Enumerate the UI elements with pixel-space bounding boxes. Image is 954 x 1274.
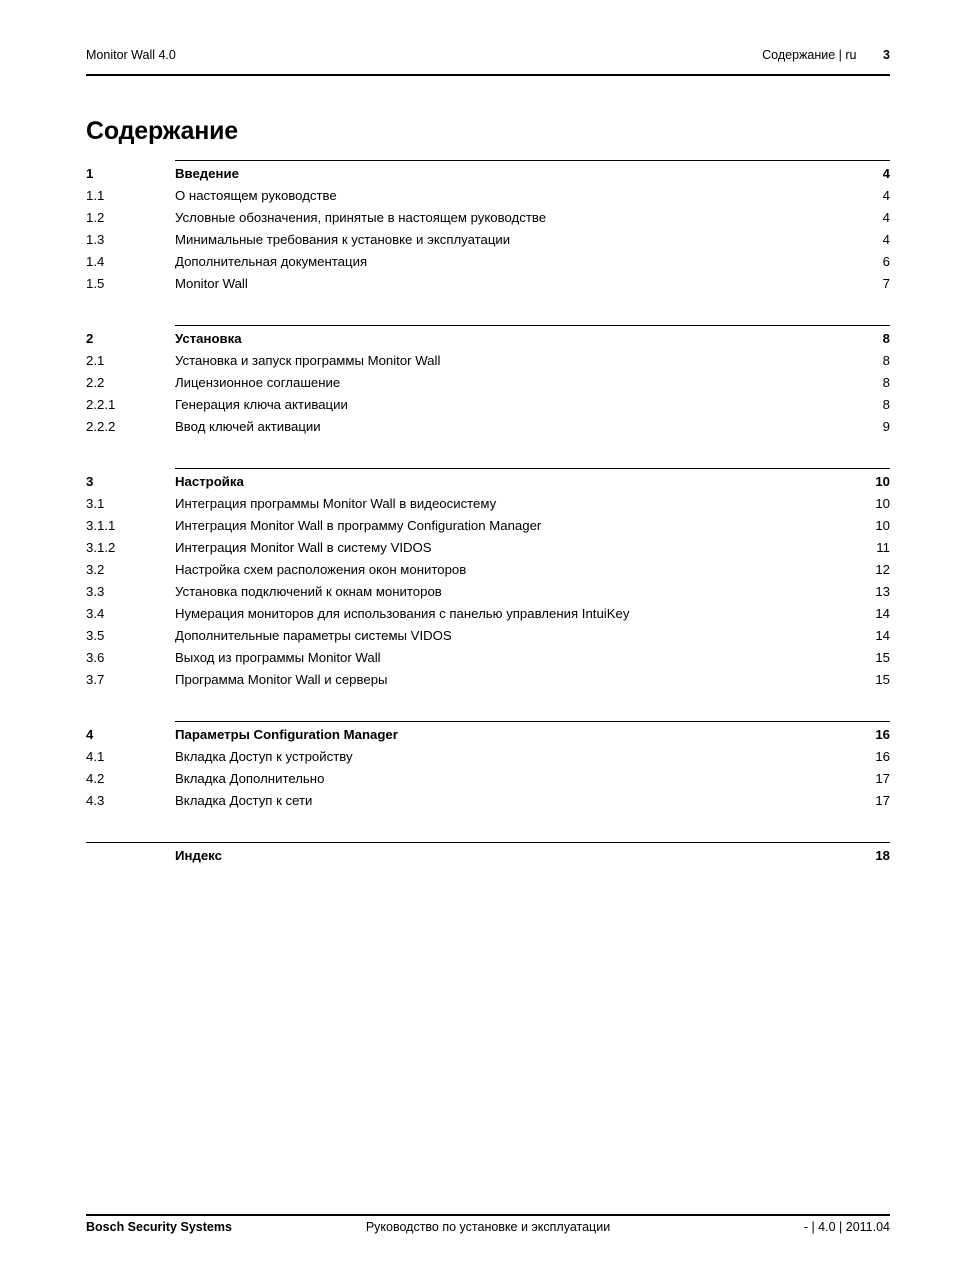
toc-group (86, 468, 890, 691)
toc-entry-title: Выход из программы Monitor Wall (175, 650, 381, 665)
toc-entry-number: 2.2.2 (86, 419, 116, 434)
toc-entry-number: 1.5 (86, 276, 105, 291)
toc-entry-row[interactable] (86, 790, 890, 812)
toc-entry-title: Генерация ключа активации (175, 397, 348, 412)
toc-entry-title: Условные обозначения, принятые в настоящем руководстве (175, 210, 547, 225)
toc-entry-title: Вкладка Доступ к устройству (175, 749, 353, 764)
toc-entry-title: Минимальные требования к установке и эксплуатации (175, 232, 511, 247)
toc-entry-title: Ввод ключей активации (175, 419, 321, 434)
toc-entry-page-number: 9 (882, 419, 890, 434)
toc-entry-number: 2.2 (86, 375, 105, 390)
toc-entry-page-number: 10 (875, 474, 890, 489)
toc-entry-page-number: 14 (875, 606, 890, 621)
table-of-contents (86, 160, 890, 867)
toc-group (86, 842, 890, 867)
toc-entry-row[interactable] (86, 416, 890, 438)
toc-entry-row[interactable] (86, 647, 890, 669)
toc-entry-title: Индекс (175, 848, 222, 863)
toc-entry-number: 1.1 (86, 188, 105, 203)
toc-entry-number: 3.1.1 (86, 518, 116, 533)
toc-entry-row[interactable] (86, 350, 890, 372)
toc-entry-page-number: 6 (882, 254, 890, 269)
toc-chapter-row[interactable] (86, 325, 890, 350)
toc-entry-number: 1.3 (86, 232, 105, 247)
toc-entry-title: Дополнительная документация (175, 254, 368, 269)
toc-entry-page-number: 4 (882, 232, 890, 247)
toc-entry-number: 4 (86, 723, 175, 746)
toc-entry-page-number: 18 (875, 848, 890, 863)
toc-entry-page-number: 17 (875, 793, 890, 808)
toc-entry-page-number: 14 (875, 628, 890, 643)
toc-entry-number: 1.2 (86, 210, 105, 225)
footer-doc-type: Руководство по установке и эксплуатации (365, 1220, 611, 1234)
toc-entry-row[interactable] (86, 207, 890, 229)
toc-entry-title: Настройка (175, 474, 244, 489)
toc-entry-row[interactable] (86, 537, 890, 559)
page-footer (86, 1220, 890, 1234)
toc-entry-page-number: 16 (875, 749, 890, 764)
toc-entry-number: 2.1 (86, 353, 105, 368)
toc-entry-page-number: 17 (875, 771, 890, 786)
toc-entry-title: Установка (175, 331, 242, 346)
toc-entry-title: Интеграция Monitor Wall в систему VIDOS (175, 540, 432, 555)
toc-entry-page-number: 15 (875, 672, 890, 687)
toc-entry-title: Monitor Wall (175, 276, 248, 291)
toc-entry-page-number: 10 (875, 496, 890, 511)
toc-entry-title: Лицензионное соглашение (175, 375, 341, 390)
toc-group (86, 325, 890, 438)
page-header (86, 48, 890, 62)
toc-entry-row[interactable] (86, 515, 890, 537)
toc-entry-number: 3.5 (86, 628, 105, 643)
toc-entry-title: Вкладка Дополнительно (175, 771, 325, 786)
toc-entry-title: Вкладка Доступ к сети (175, 793, 313, 808)
toc-entry-title: Дополнительные параметры системы VIDOS (175, 628, 452, 643)
toc-entry-row[interactable] (86, 768, 890, 790)
toc-entry-number: 3.2 (86, 562, 105, 577)
toc-entry-page-number: 12 (875, 562, 890, 577)
toc-group (86, 160, 890, 295)
toc-entry-number: 3.4 (86, 606, 105, 621)
toc-entry-page-number: 8 (882, 353, 890, 368)
toc-entry-page-number: 4 (882, 210, 890, 225)
toc-entry-title: Введение (175, 166, 239, 181)
toc-chapter-row[interactable] (86, 721, 890, 746)
page-title: Содержание (86, 116, 239, 145)
header-page-number: 3 (883, 48, 890, 62)
toc-entry-title: Установка подключений к окнам мониторов (175, 584, 442, 599)
toc-entry-number: 1 (86, 162, 175, 185)
toc-entry-title: Настройка схем расположения окон мониторов (175, 562, 467, 577)
toc-entry-number: 1.4 (86, 254, 105, 269)
toc-group (86, 721, 890, 812)
toc-entry-row[interactable] (86, 603, 890, 625)
toc-entry-page-number: 10 (875, 518, 890, 533)
toc-entry-row[interactable] (86, 394, 890, 416)
toc-entry-number: 3.3 (86, 584, 105, 599)
toc-chapter-row[interactable] (86, 842, 890, 867)
toc-entry-page-number: 16 (875, 727, 890, 742)
footer-version: - | 4.0 | 2011.04 (803, 1220, 890, 1234)
toc-entry-number: 3.6 (86, 650, 105, 665)
toc-entry-row[interactable] (86, 251, 890, 273)
toc-entry-row[interactable] (86, 559, 890, 581)
toc-entry-row[interactable] (86, 273, 890, 295)
toc-entry-number: 2.2.1 (86, 397, 116, 412)
header-divider (86, 74, 890, 76)
toc-chapter-row[interactable] (86, 468, 890, 493)
toc-entry-title: Интеграция Monitor Wall в программу Configuration Manager (175, 518, 542, 533)
toc-entry-title: Нумерация мониторов для использования с панелью управления IntuiKey (175, 606, 630, 621)
toc-entry-row[interactable] (86, 746, 890, 768)
toc-entry-page-number: 4 (882, 166, 890, 181)
toc-entry-number: 4.3 (86, 793, 105, 808)
toc-entry-number: 4.2 (86, 771, 105, 786)
footer-divider (86, 1214, 890, 1216)
toc-entry-row[interactable] (86, 185, 890, 207)
toc-entry-number: 3 (86, 470, 175, 493)
toc-entry-row[interactable] (86, 372, 890, 394)
toc-entry-page-number: 8 (882, 331, 890, 346)
toc-entry-row[interactable] (86, 493, 890, 515)
header-product-title: Monitor Wall 4.0 (86, 48, 176, 62)
toc-entry-title: Программа Monitor Wall и серверы (175, 672, 388, 687)
toc-entry-page-number: 13 (875, 584, 890, 599)
toc-entry-page-number: 8 (882, 397, 890, 412)
toc-entry-page-number: 15 (875, 650, 890, 665)
toc-entry-number: 3.1.2 (86, 540, 116, 555)
toc-entry-row[interactable] (86, 625, 890, 647)
toc-entry-number: 4.1 (86, 749, 105, 764)
toc-entry-title: Параметры Configuration Manager (175, 727, 398, 742)
toc-entry-row[interactable] (86, 581, 890, 603)
footer-company: Bosch Security Systems (86, 1220, 232, 1234)
toc-entry-row[interactable] (86, 229, 890, 251)
toc-entry-number: 2 (86, 327, 175, 350)
header-section-text: Содержание | ru (762, 48, 857, 62)
toc-entry-title: О настоящем руководстве (175, 188, 337, 203)
toc-entry-title: Интеграция программы Monitor Wall в видеосистему (175, 496, 497, 511)
toc-entry-page-number: 4 (882, 188, 890, 203)
toc-entry-row[interactable] (86, 669, 890, 691)
toc-chapter-row[interactable] (86, 160, 890, 185)
toc-entry-number: 3.7 (86, 672, 105, 687)
toc-entry-page-number: 11 (876, 540, 890, 555)
toc-entry-number: 3.1 (86, 496, 105, 511)
toc-entry-title: Установка и запуск программы Monitor Wall (175, 353, 441, 368)
toc-entry-page-number: 7 (882, 276, 890, 291)
toc-entry-page-number: 8 (882, 375, 890, 390)
header-section-label (762, 48, 890, 62)
